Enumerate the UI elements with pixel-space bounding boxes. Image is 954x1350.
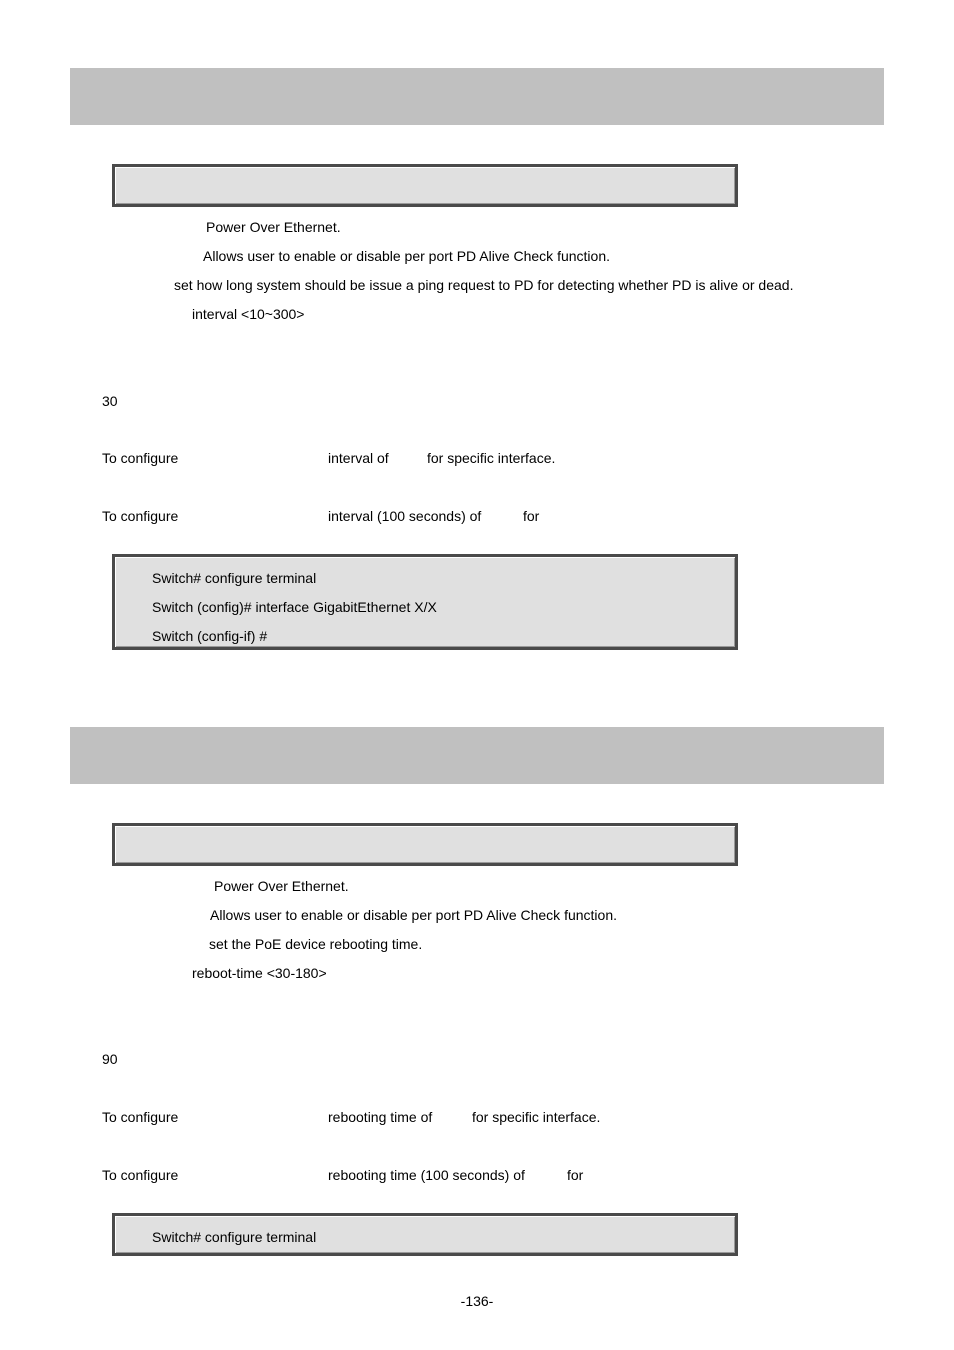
section-header-band bbox=[70, 68, 884, 125]
code-line: Switch# configure terminal bbox=[152, 570, 317, 586]
example-mid: interval (100 seconds) of bbox=[328, 508, 482, 524]
detail-text: set the PoE device rebooting time. bbox=[209, 936, 423, 952]
command-box bbox=[112, 164, 738, 207]
description-text: Power Over Ethernet. bbox=[206, 219, 341, 235]
detail-text: set how long system should be issue a ping request to PD for detecting whether PD is alive or dead. bbox=[174, 277, 794, 293]
syntax-text: interval <10~300> bbox=[192, 306, 305, 322]
example-tail: for bbox=[567, 1167, 584, 1183]
code-line: Switch (config)# interface GigabitEthernet X/X bbox=[152, 599, 437, 615]
example-tail: for specific interface. bbox=[472, 1109, 601, 1125]
code-line: Switch# configure terminal bbox=[152, 1229, 317, 1245]
description-text: Power Over Ethernet. bbox=[214, 878, 349, 894]
example-lead: To configure bbox=[102, 508, 179, 524]
purpose-text: Allows user to enable or disable per port PD Alive Check function. bbox=[203, 248, 610, 264]
section-header-band bbox=[70, 727, 884, 784]
command-box bbox=[112, 823, 738, 866]
page-number: -136- bbox=[460, 1293, 494, 1309]
example-lead: To configure bbox=[102, 1109, 179, 1125]
syntax-text: reboot-time <30-180> bbox=[192, 965, 327, 981]
default-value: 30 bbox=[102, 393, 118, 409]
example-mid: rebooting time (100 seconds) of bbox=[328, 1167, 525, 1183]
code-line: Switch (config-if) # bbox=[152, 628, 268, 644]
example-tail: for bbox=[523, 508, 540, 524]
example-mid: interval of bbox=[328, 450, 389, 466]
example-tail: for specific interface. bbox=[427, 450, 556, 466]
default-value: 90 bbox=[102, 1051, 118, 1067]
example-mid: rebooting time of bbox=[328, 1109, 433, 1125]
purpose-text: Allows user to enable or disable per port PD Alive Check function. bbox=[210, 907, 617, 923]
example-lead: To configure bbox=[102, 450, 179, 466]
example-lead: To configure bbox=[102, 1167, 179, 1183]
